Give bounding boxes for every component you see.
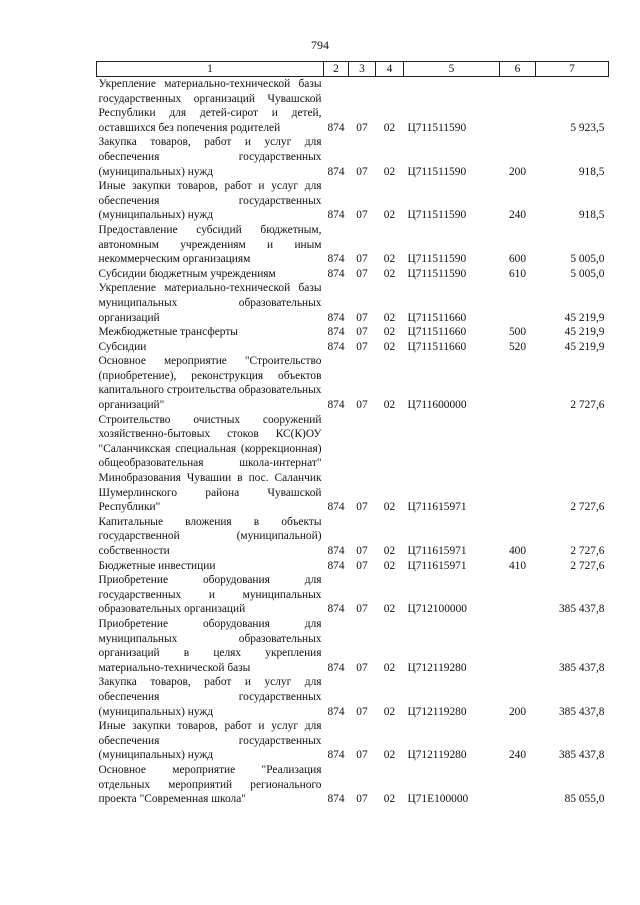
row-pr: 02 (383, 399, 396, 412)
row-vr (500, 281, 536, 325)
row-rz: 07 (356, 793, 368, 806)
row-cs: Ц711511590 (407, 209, 467, 222)
row-rz: 07 (356, 399, 368, 412)
table-row (97, 179, 609, 223)
row-rz: 07 (356, 705, 368, 718)
row-gr: 874 (327, 340, 345, 353)
row-cs: Ц711615971 (407, 501, 467, 514)
row-rz: 07 (356, 661, 368, 674)
row-cs: Ц712119280 (407, 661, 467, 674)
row-pr: 02 (383, 559, 396, 572)
header-col-6: 6 (500, 62, 536, 77)
row-rz: 07 (356, 559, 368, 572)
row-rz: 07 (356, 326, 368, 339)
row-name: Основное мероприятие "Строительство (приобретение), реконструкция объектов капитального строительства образовательных организаций" (98, 355, 322, 412)
table-row (97, 281, 609, 325)
row-cs: Ц711511660 (407, 340, 467, 353)
row-name: Приобретение оборудования для муниципальных образовательных организаций в целях укрепления материально-технической базы (98, 617, 322, 674)
row-name: Приобретение оборудования для государственных и муниципальных образовательных организаций (98, 574, 322, 616)
row-vr: 240 (508, 749, 527, 762)
row-cs: Ц711511660 (407, 311, 467, 324)
row-vr: 500 (508, 326, 527, 339)
row-vr: 200 (508, 165, 527, 178)
row-name: Капитальные вложения в объекты государственной (муниципальной) собственности (98, 515, 322, 557)
row-gr: 874 (327, 705, 345, 718)
row-name: Иные закупки товаров, работ и услуг для обеспечения государственных (муниципальных) нужд (98, 180, 322, 222)
row-vr: 600 (508, 253, 527, 266)
row-name: Субсидии (98, 340, 147, 353)
row-sum: 2 727,6 (570, 559, 605, 572)
row-gr: 874 (327, 209, 345, 222)
row-name: Субсидии бюджетным учреждениям (98, 267, 276, 280)
row-gr: 874 (327, 661, 345, 674)
row-cs: Ц711511590 (407, 253, 467, 266)
table-row (97, 515, 609, 559)
row-cs: Ц712100000 (407, 603, 467, 616)
row-pr: 02 (383, 267, 396, 280)
row-vr (500, 354, 536, 412)
row-name: Предоставление субсидий бюджетным, автономным учреждениям и иным некоммерческим организациям (98, 223, 322, 266)
row-cs: Ц711615971 (407, 559, 467, 572)
row-gr: 874 (327, 326, 345, 339)
row-vr: 520 (508, 340, 527, 353)
row-sum: 5 923,5 (570, 121, 605, 134)
row-gr: 874 (327, 399, 345, 412)
row-gr: 874 (327, 559, 345, 572)
row-sum: 918,5 (578, 165, 605, 178)
row-pr: 02 (383, 661, 396, 674)
row-cs: Ц711511660 (407, 326, 467, 339)
table-row (97, 763, 609, 807)
row-vr (500, 413, 536, 515)
row-gr: 874 (327, 165, 345, 178)
row-pr: 02 (383, 311, 396, 324)
row-cs: Ц712119280 (407, 749, 467, 762)
table-row (97, 77, 609, 136)
row-name: Строительство очистных сооружений хозяйственно-бытовых стоков КС(К)ОУ "Саланчикская специальная (коррекционная) общеобразовательная школа-интернат" Минобразования Чувашии в пос. Саланчик Шумерлинского района Чувашской Республики" (98, 413, 322, 514)
table-row (97, 617, 609, 675)
header-col-1: 1 (97, 62, 324, 77)
row-vr: 610 (508, 267, 527, 280)
row-sum: 5 005,0 (570, 253, 605, 266)
row-rz: 07 (356, 749, 368, 762)
row-vr: 200 (508, 705, 527, 718)
header-col-2: 2 (324, 62, 349, 77)
page-number: 794 (311, 38, 329, 52)
row-sum: 385 437,8 (558, 603, 605, 616)
row-vr: 400 (508, 545, 527, 557)
row-sum: 385 437,8 (558, 661, 605, 674)
table-row (97, 135, 609, 179)
row-sum: 2 727,6 (570, 501, 605, 514)
header-col-3: 3 (349, 62, 376, 77)
row-sum: 45 219,9 (564, 311, 605, 324)
row-rz: 07 (356, 603, 368, 616)
row-cs: Ц712119280 (407, 705, 467, 718)
row-cs: Ц711511590 (407, 121, 467, 134)
table-row (97, 573, 609, 617)
row-pr: 02 (383, 501, 396, 514)
row-pr: 02 (383, 603, 396, 616)
row-sum: 45 219,9 (564, 340, 605, 353)
row-pr: 02 (383, 705, 396, 718)
row-pr: 02 (383, 340, 396, 353)
row-rz: 07 (356, 311, 368, 324)
table-row (97, 267, 609, 282)
table-row (97, 413, 609, 515)
row-gr: 874 (327, 267, 345, 280)
row-gr: 874 (327, 603, 345, 616)
table-row (97, 719, 609, 763)
row-gr: 874 (327, 749, 345, 762)
row-gr: 874 (327, 545, 345, 557)
row-sum: 385 437,8 (558, 749, 605, 762)
table-row (97, 325, 609, 340)
row-vr (500, 617, 536, 675)
row-rz: 07 (356, 165, 368, 178)
budget-table (96, 61, 609, 807)
table-row (97, 559, 609, 574)
row-rz: 07 (356, 253, 368, 266)
header-col-7: 7 (536, 62, 609, 77)
header-col-4: 4 (376, 62, 404, 77)
row-gr: 874 (327, 793, 345, 806)
row-cs: Ц711511590 (407, 267, 467, 280)
row-name: Бюджетные инвестиции (98, 559, 216, 572)
row-name: Закупка товаров, работ и услуг для обеспечения государственных (муниципальных) нужд (98, 676, 322, 718)
table-row (97, 675, 609, 719)
row-rz: 07 (356, 121, 368, 134)
row-gr: 874 (327, 121, 345, 134)
row-sum: 85 055,0 (564, 793, 605, 806)
header-col-5: 5 (404, 62, 500, 77)
row-vr: 410 (508, 559, 527, 572)
row-sum: 918,5 (578, 209, 605, 222)
row-sum: 2 727,6 (570, 399, 605, 412)
header-row (97, 62, 609, 77)
row-vr (500, 77, 536, 136)
row-cs: Ц711511590 (407, 165, 467, 178)
row-vr (500, 573, 536, 617)
row-gr: 874 (327, 501, 345, 514)
row-name: Укрепление материально-технической базы государственных организаций Чувашской Республики для детей-сирот и детей, оставшихся без попечения родителей (98, 78, 322, 134)
row-pr: 02 (383, 121, 396, 134)
row-pr: 02 (383, 749, 396, 762)
row-cs: Ц71Е100000 (407, 793, 469, 806)
row-name: Закупка товаров, работ и услуг для обеспечения государственных (муниципальных) нужд (98, 136, 322, 178)
row-vr: 240 (508, 209, 527, 222)
row-pr: 02 (383, 209, 396, 222)
table-header (97, 62, 609, 77)
row-sum: 45 219,9 (564, 326, 605, 339)
row-name: Межбюджетные трансферты (98, 326, 238, 339)
row-gr: 874 (327, 311, 345, 324)
table-row (97, 354, 609, 412)
row-pr: 02 (383, 793, 396, 806)
row-gr: 874 (327, 253, 345, 266)
row-vr (500, 763, 536, 807)
table-row (97, 223, 609, 267)
row-rz: 07 (356, 209, 368, 222)
table-row (97, 340, 609, 355)
row-rz: 07 (356, 545, 368, 557)
row-cs: Ц711600000 (407, 399, 467, 412)
row-rz: 07 (356, 267, 368, 280)
row-name: Основное мероприятие "Реализация отдельных мероприятий регионального проекта "Современная школа" (98, 763, 322, 806)
row-pr: 02 (383, 165, 396, 178)
row-name: Укрепление материально-технической базы муниципальных образовательных организаций (98, 282, 322, 324)
row-pr: 02 (383, 545, 396, 557)
row-pr: 02 (383, 253, 396, 266)
row-sum: 2 727,6 (570, 545, 605, 557)
row-pr: 02 (383, 326, 396, 339)
row-sum: 5 005,0 (570, 267, 605, 280)
row-rz: 07 (356, 501, 368, 514)
row-cs: Ц711615971 (407, 545, 467, 557)
row-rz: 07 (356, 340, 368, 353)
table-body (97, 77, 609, 807)
row-name: Иные закупки товаров, работ и услуг для обеспечения государственных (муниципальных) нужд (98, 720, 322, 762)
row-sum: 385 437,8 (558, 705, 605, 718)
